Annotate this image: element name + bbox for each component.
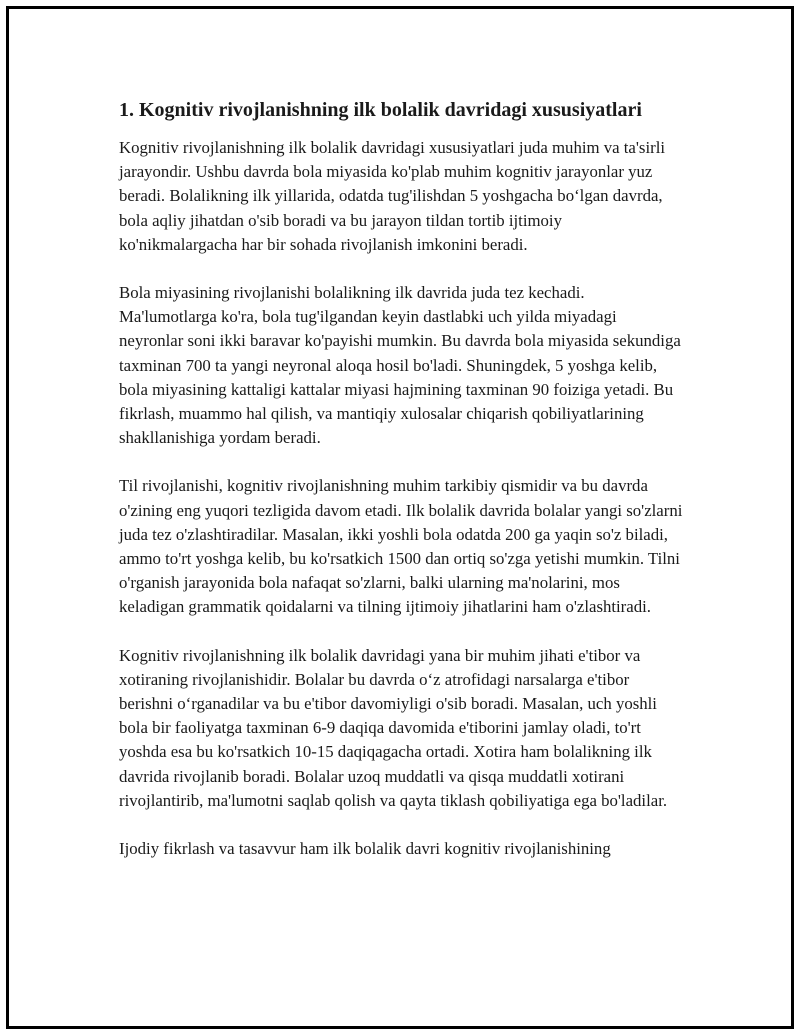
- document-page: [6, 6, 794, 1029]
- paragraph-attention-memory: Kognitiv rivojlanishning ilk bolalik davridagi yana bir muhim jihati e'tibor va xotiraning rivojlanishidir. Bolalar bu davrda o‘z atrofidagi narsalarga e'tibor berishni o‘rganadilar va bu e'tibor davomiyligi o'sib boradi. Masalan, uch yoshli bola bir faoliyatga taxminan 6-9 daqiqa davomida e'tiborini jamlay oladi, to'rt yoshda esa bu ko'rsatkich 10-15 daqiqagacha ortadi. Xotira ham bolalikning ilk davrida rivojlanib boradi. Bolalar uzoq muddatli va qisqa muddatli xotirani rivojlantirib, ma'lumotni saqlab qolish va qayta tiklash qobiliyatiga ega bo'ladilar.: [119, 645, 668, 810]
- paragraph-brain-development: Bola miyasining rivojlanishi bolalikning ilk davrida juda tez kechadi. Ma'lumotlarga ko'ra, bola tug'ilgandan keyin dastlabki uch yilda miyadagi neyronlar soni ikki baravar ko'payishi mumkin. Bu davrda bola miyasida sekundiga taxminan 700 ta yangi neyronal aloqa hosil bo'ladi. Shuningdek, 5 yoshga kelib, bola miyasining kattaligi kattalar miyasi hajmining taxminan 90 foiziga yetadi. Bu fikrlash, muammo hal qilish, va mantiqiy xulosalar chiqarish qobiliyatlarining shakllanishiga yordam beradi.: [119, 283, 681, 448]
- document-body: [119, 96, 684, 885]
- paragraph-intro: Kognitiv rivojlanishning ilk bolalik davridagi xususiyatlari juda muhim va ta'sirli jarayondir. Ushbu davrda bola miyasida ko'plab muhim kognitiv jarayonlar yuz beradi. Bolalikning ilk yillarida, odatda tug'ilishdan 5 yoshgacha bo‘lgan davrda, bola aqliy jihatdan o'sib boradi va bu jarayon tildan tortib ijtimoiy ko'nikmalargacha har bir sohada rivojlanish imkonini beradi.: [119, 138, 666, 254]
- paragraph-language-development: Til rivojlanishi, kognitiv rivojlanishning muhim tarkibiy qismidir va bu davrda o'zining eng yuqori tezligida davom etadi. Ilk bolalik davrida bolalar yangi so'zlarni juda tez o'zlashtiradilar. Masalan, ikki yoshli bola odatda 200 ga yaqin so'z biladi, ammo to'rt yoshga kelib, bu ko'rsatkich 1500 dan ortiq so'zga yetishi mumkin. Tilni o'rganish jarayonida bola nafaqat so'zlarni, balki ularning ma'nolarini, mos keladigan grammatik qoidalarni va tilning ijtimoiy jihatlarini ham o'zlashtiradi.: [119, 476, 683, 617]
- section-heading: 1. Kognitiv rivojlanishning ilk bolalik davridagi xususiyatlari: [119, 99, 642, 121]
- paragraph-creative-thinking: Ijodiy fikrlash va tasavvur ham ilk bolalik davri kognitiv rivojlanishining: [119, 839, 611, 859]
